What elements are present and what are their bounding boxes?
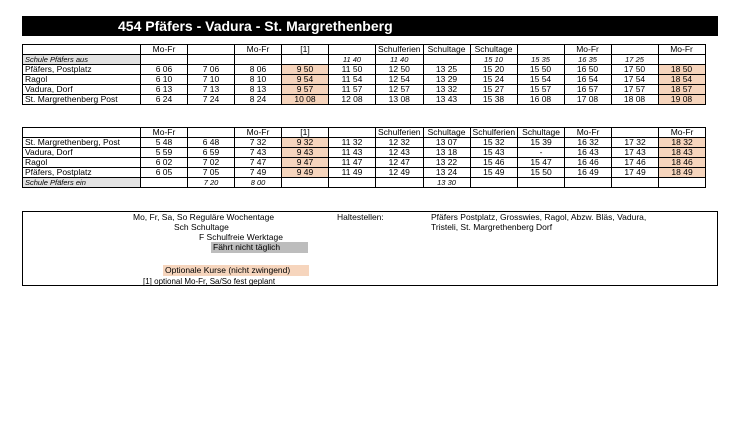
- departure-time: -: [518, 148, 565, 158]
- departure-time: 13 43: [423, 95, 470, 105]
- column-header: Mo-Fr: [565, 128, 612, 138]
- departure-time: 16 08: [517, 95, 564, 105]
- column-header: [1]: [282, 128, 329, 138]
- departure-time: 19 08: [658, 95, 705, 105]
- column-header: Mo-Fr: [564, 45, 611, 55]
- departure-time: 16 54: [564, 75, 611, 85]
- column-header: Schulferien: [376, 128, 424, 138]
- departure-time: 12 43: [376, 148, 424, 158]
- column-header: Mo-Fr: [235, 45, 282, 55]
- departure-time: 8 06: [235, 65, 282, 75]
- stop-name: Ragol: [23, 158, 141, 168]
- departure-time: 7 13: [188, 85, 235, 95]
- departure-time: 9 57: [282, 85, 329, 95]
- departure-time: [423, 55, 470, 65]
- timetable-outbound: [22, 44, 706, 105]
- departure-time: 17 25: [611, 55, 658, 65]
- column-header: [612, 128, 659, 138]
- departure-time: 13 30: [423, 178, 470, 188]
- legend-box: [22, 211, 718, 286]
- departure-time: 12 47: [376, 158, 424, 168]
- legend-optional: Optionale Kurse (nicht zwingend): [163, 265, 309, 276]
- departure-time: 18 43: [659, 148, 706, 158]
- column-header: [329, 128, 376, 138]
- stop-name: Pfäfers, Postplatz: [23, 168, 141, 178]
- stop-name: St. Margrethenberg Post: [23, 95, 141, 105]
- departure-time: 13 07: [423, 138, 470, 148]
- departure-time: 13 22: [423, 158, 470, 168]
- departure-time: [282, 55, 329, 65]
- column-header: Schultage: [423, 128, 470, 138]
- departure-time: 7 20: [188, 178, 235, 188]
- departure-time: 11 40: [329, 55, 376, 65]
- departure-time: 7 06: [188, 65, 235, 75]
- column-header: Schultage: [518, 128, 565, 138]
- page-title: 454 Pfäfers - Vadura - St. Margrethenberg: [22, 16, 718, 36]
- departure-time: [518, 178, 565, 188]
- departure-time: 11 40: [376, 55, 424, 65]
- departure-time: 11 57: [329, 85, 376, 95]
- departure-time: [141, 55, 188, 65]
- departure-time: 13 29: [423, 75, 470, 85]
- departure-time: 12 50: [376, 65, 424, 75]
- departure-time: [470, 178, 518, 188]
- departure-time: 7 32: [235, 138, 282, 148]
- departure-time: 16 49: [565, 168, 612, 178]
- departure-time: 17 46: [612, 158, 659, 168]
- column-header: Mo-Fr: [141, 128, 188, 138]
- departure-time: 15 46: [470, 158, 518, 168]
- column-header: Mo-Fr: [658, 45, 705, 55]
- departure-time: 15 20: [470, 65, 517, 75]
- departure-time: [188, 55, 235, 65]
- departure-time: 5 59: [141, 148, 188, 158]
- departure-time: [376, 178, 424, 188]
- departure-time: 8 24: [235, 95, 282, 105]
- departure-time: [282, 178, 329, 188]
- departure-time: 6 05: [141, 168, 188, 178]
- departure-time: 11 32: [329, 138, 376, 148]
- departure-time: 11 50: [329, 65, 376, 75]
- legend-not-daily: Fährt nicht täglich: [211, 242, 308, 253]
- departure-time: 15 24: [470, 75, 517, 85]
- column-header: [611, 45, 658, 55]
- departure-time: 7 02: [188, 158, 235, 168]
- departure-time: [329, 178, 376, 188]
- departure-time: 15 32: [470, 138, 518, 148]
- departure-time: 15 39: [518, 138, 565, 148]
- departure-time: 15 27: [470, 85, 517, 95]
- departure-time: [565, 178, 612, 188]
- departure-time: 15 47: [518, 158, 565, 168]
- departure-time: [658, 55, 705, 65]
- departure-time: 15 50: [517, 65, 564, 75]
- departure-time: 17 08: [564, 95, 611, 105]
- departure-time: 6 48: [188, 138, 235, 148]
- departure-time: [659, 178, 706, 188]
- departure-time: 7 05: [188, 168, 235, 178]
- departure-time: 9 43: [282, 148, 329, 158]
- column-header: [188, 128, 235, 138]
- column-header: [517, 45, 564, 55]
- departure-time: 17 49: [612, 168, 659, 178]
- departure-time: 11 43: [329, 148, 376, 158]
- table-row: [23, 168, 706, 178]
- departure-time: 18 46: [659, 158, 706, 168]
- table-row: [23, 138, 706, 148]
- departure-time: 9 47: [282, 158, 329, 168]
- departure-time: 12 08: [329, 95, 376, 105]
- departure-time: [612, 178, 659, 188]
- departure-time: 6 06: [141, 65, 188, 75]
- departure-time: 17 32: [612, 138, 659, 148]
- table-row: [23, 158, 706, 168]
- stops-label: Haltestellen:: [337, 212, 384, 222]
- departure-time: 15 54: [517, 75, 564, 85]
- departure-time: 18 57: [658, 85, 705, 95]
- column-header: [1]: [282, 45, 329, 55]
- departure-time: 7 10: [188, 75, 235, 85]
- departure-time: 12 32: [376, 138, 424, 148]
- column-header: [188, 45, 235, 55]
- departure-time: 17 50: [611, 65, 658, 75]
- departure-time: 11 47: [329, 158, 376, 168]
- stops-list-1: Pfäfers Postplatz, Grosswies, Ragol, Abzw. Bläs, Vadura,: [431, 212, 647, 222]
- departure-time: [141, 178, 188, 188]
- column-header: Schultage: [423, 45, 470, 55]
- timetable-return: [22, 127, 706, 188]
- departure-time: 6 59: [188, 148, 235, 158]
- departure-time: 18 50: [658, 65, 705, 75]
- column-header: Schulferien: [376, 45, 424, 55]
- departure-time: 13 08: [376, 95, 424, 105]
- departure-time: 11 54: [329, 75, 376, 85]
- table-row: [23, 65, 706, 75]
- departure-time: 12 57: [376, 85, 424, 95]
- departure-time: [235, 55, 282, 65]
- departure-time: 13 32: [423, 85, 470, 95]
- stop-name: Schule Pfäfers ein: [23, 178, 141, 188]
- table-row: [23, 75, 706, 85]
- departure-time: 16 35: [564, 55, 611, 65]
- column-header: Mo-Fr: [141, 45, 188, 55]
- departure-time: 18 54: [658, 75, 705, 85]
- departure-time: 16 46: [565, 158, 612, 168]
- departure-time: 6 10: [141, 75, 188, 85]
- departure-time: 13 18: [423, 148, 470, 158]
- departure-time: 15 43: [470, 148, 518, 158]
- departure-time: 15 57: [517, 85, 564, 95]
- legend-weekdays: Mo, Fr, Sa, So Reguläre Wochentage: [133, 212, 275, 222]
- departure-time: 13 25: [423, 65, 470, 75]
- departure-time: 12 49: [376, 168, 424, 178]
- departure-time: 5 48: [141, 138, 188, 148]
- departure-time: 18 08: [611, 95, 658, 105]
- stop-name: Schule Pfäfers aus: [23, 55, 141, 65]
- column-header: [329, 45, 376, 55]
- departure-time: 17 54: [611, 75, 658, 85]
- stop-name: St. Margrethenberg, Post: [23, 138, 141, 148]
- departure-time: 12 54: [376, 75, 424, 85]
- stops-list-2: Tristeli, St. Margrethenberg Dorf: [431, 222, 553, 232]
- departure-time: 6 13: [141, 85, 188, 95]
- departure-time: 8 00: [235, 178, 282, 188]
- departure-time: 17 57: [611, 85, 658, 95]
- departure-time: 15 50: [518, 168, 565, 178]
- table-row: [23, 95, 706, 105]
- column-header: Mo-Fr: [235, 128, 282, 138]
- departure-time: 9 54: [282, 75, 329, 85]
- departure-time: 6 24: [141, 95, 188, 105]
- column-header: [23, 45, 141, 55]
- departure-time: 18 49: [659, 168, 706, 178]
- legend-schooldays: Sch Schultage: [174, 222, 229, 232]
- column-header: Schultage: [470, 45, 517, 55]
- column-header: Schulferien: [470, 128, 518, 138]
- departure-time: 6 02: [141, 158, 188, 168]
- stop-name: Vadura, Dorf: [23, 148, 141, 158]
- school-note-row: [23, 55, 706, 65]
- departure-time: 7 24: [188, 95, 235, 105]
- departure-time: 8 10: [235, 75, 282, 85]
- departure-time: 10 08: [282, 95, 329, 105]
- departure-time: 7 47: [235, 158, 282, 168]
- departure-time: 17 43: [612, 148, 659, 158]
- stop-name: Pfäfers, Postplatz: [23, 65, 141, 75]
- departure-time: 15 10: [470, 55, 517, 65]
- departure-time: 9 50: [282, 65, 329, 75]
- school-note-row: [23, 178, 706, 188]
- departure-time: 7 43: [235, 148, 282, 158]
- departure-time: 16 32: [565, 138, 612, 148]
- departure-time: 8 13: [235, 85, 282, 95]
- departure-time: 16 43: [565, 148, 612, 158]
- table-row: [23, 148, 706, 158]
- legend-schoolfree: F Schulfreie Werktage: [199, 232, 283, 242]
- departure-time: 16 50: [564, 65, 611, 75]
- departure-time: 7 49: [235, 168, 282, 178]
- legend-footnote: [1] optional Mo-Fr, Sa/So fest geplant: [143, 277, 276, 286]
- departure-time: 16 57: [564, 85, 611, 95]
- departure-time: 9 32: [282, 138, 329, 148]
- departure-time: 11 49: [329, 168, 376, 178]
- departure-time: 13 24: [423, 168, 470, 178]
- departure-time: 18 32: [659, 138, 706, 148]
- departure-time: 15 38: [470, 95, 517, 105]
- column-header: Mo-Fr: [659, 128, 706, 138]
- departure-time: 9 49: [282, 168, 329, 178]
- departure-time: 15 35: [517, 55, 564, 65]
- departure-time: 15 49: [470, 168, 518, 178]
- column-header: [23, 128, 141, 138]
- stop-name: Vadura, Dorf: [23, 85, 141, 95]
- stop-name: Ragol: [23, 75, 141, 85]
- table-row: [23, 85, 706, 95]
